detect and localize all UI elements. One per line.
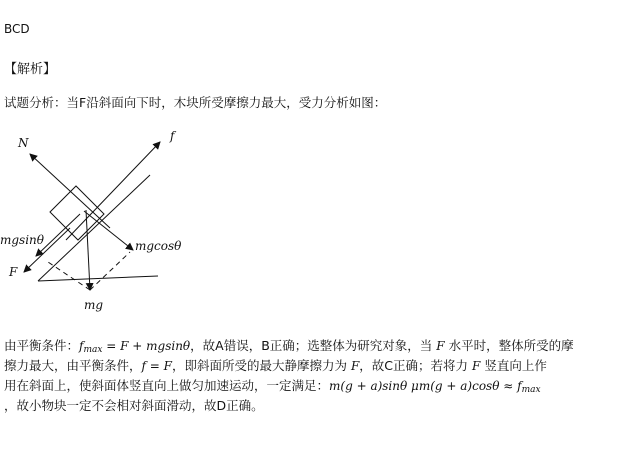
label-mgcos: mgcosθ: [135, 239, 182, 253]
dashed-component-1: [90, 252, 130, 290]
label-mg: mg: [84, 298, 104, 312]
explanation-line-3: 用在斜面上，使斜面体竖直向上做匀加速运动，一定满足：m(g + a)sinθ μm(g + a)cosθ ≈ fmax: [4, 378, 541, 395]
label-f: f: [170, 129, 175, 143]
fmax-formula: fmax = F + mgsinθ: [79, 339, 191, 355]
answer-text: BCD: [4, 22, 30, 36]
label-mgsin: mgsinθ: [0, 233, 45, 247]
incline-line: [38, 175, 150, 281]
explanation-line-4: ，故小物块一定不会相对斜面滑动，故D正确。: [4, 398, 264, 413]
explanation-line-2: 擦力最大，由平衡条件，f = F，即斜面所受的最大静摩擦力为 F，故C正确；若将力 F 竖直向上作: [4, 358, 547, 373]
explanation-line-1: 由平衡条件：fmax = F + mgsinθ，故A错误，B正确；选整体为研究对象，当 F 水平时，整体所受的摩: [4, 338, 574, 355]
label-F: F: [9, 265, 18, 279]
condition-formula: m(g + a)sinθ μm(g + a)cosθ ≈ fmax: [329, 379, 541, 395]
section-header: 【解析】: [4, 62, 57, 77]
force-diagram: [0, 122, 210, 322]
ground-line: [38, 276, 158, 281]
analysis-intro: 试题分析：当F沿斜面向下时，木块所受摩擦力最大，受力分析如图：: [4, 95, 387, 110]
friction-arrow: [66, 142, 160, 240]
normal-force-arrow: [30, 154, 110, 228]
label-N: N: [18, 136, 29, 150]
block: [50, 186, 104, 240]
gravity-arrow: [86, 210, 90, 290]
